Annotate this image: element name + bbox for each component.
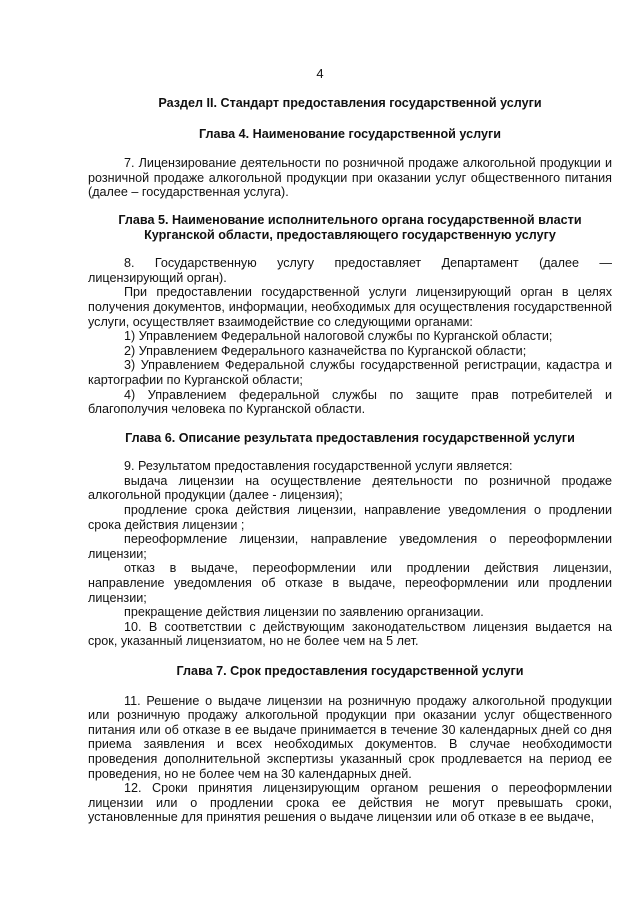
list-item-1: 1) Управлением Федеральной налоговой службы по Курганской области; bbox=[124, 329, 553, 344]
chapter-7-title: Глава 7. Срок предоставления государственной услуги bbox=[176, 664, 524, 678]
section-title: Раздел II. Стандарт предоставления государственной услуги bbox=[158, 96, 542, 110]
p8-word: 8. bbox=[124, 256, 135, 271]
chapter-4-title: Глава 4. Наименование государственной услуги bbox=[199, 126, 501, 141]
result-item-5: прекращение действия лицензии по заявлению организации. bbox=[124, 605, 484, 620]
result-item-3: переоформление лицензии, направление уведомления о переоформлении лицензии; bbox=[88, 532, 612, 561]
list-item-3: 3) Управлением Федеральной службы государственной регистрации, кадастра и картографии по Курганской области; bbox=[88, 358, 612, 387]
paragraph-interaction: При предоставлении государственной услуги лицензирующий орган в целях получения документов, информации, необходимых для осуществления государственной услуги, осуществляет взаимодействие со следующими органами: bbox=[88, 285, 612, 329]
page-content bbox=[88, 96, 612, 825]
p8-word: услугу bbox=[277, 256, 315, 271]
list-item-2: 2) Управлением Федерального казначейства по Курганской области; bbox=[124, 343, 527, 358]
list-item-4: 4) Управлением федеральной службы по защите прав потребителей и благополучия человека по Курганской области. bbox=[88, 387, 612, 417]
p8-word: — bbox=[599, 256, 612, 271]
paragraph-9: 9. Результатом предоставления государственной услуги является: bbox=[124, 459, 513, 474]
page-number: 4 bbox=[316, 66, 324, 81]
paragraph-11: 11. Решение о выдаче лицензии на розничную продажу алкогольной продукции или розничную продажу алкогольной продукции при оказании услуг общественного питания или об отказе в ее выдаче принимается в течение 30 календарных дней со дня приема заявления и всех необходимых документов. В случае необходимости проведения дополнительной экспертизы указанный срок продлевается на период ее проведения, но не более чем на 30 календарных дней. bbox=[88, 693, 612, 781]
p8-word: Департамент bbox=[441, 256, 519, 271]
chapter-5-title bbox=[88, 213, 612, 242]
chapter-5-title-line-1: Глава 5. Наименование исполнительного органа государственной власти bbox=[118, 212, 582, 227]
chapter-6-title: Глава 6. Описание результата предоставления государственной услуги bbox=[125, 430, 575, 445]
paragraph-10: 10. В соответствии с действующим законодательством лицензия выдается на срок, указанный лицензиатом, но не более чем на 5 лет. bbox=[88, 619, 612, 649]
result-item-1: выдача лицензии на осуществление деятельности по розничной продаже алкогольной продукции (далее - лицензия); bbox=[88, 473, 612, 503]
paragraph-8-line-1 bbox=[88, 256, 612, 271]
result-item-2: продление срока действия лицензии, направление уведомления о продлении срока действия лицензии ; bbox=[88, 503, 612, 532]
paragraph-8-continuation: лицензирующий орган). bbox=[88, 270, 227, 285]
chapter-5-title-line-2: Курганской области, предоставляющего государственную услугу bbox=[144, 227, 556, 242]
paragraph-7: 7. Лицензирование деятельности по розничной продаже алкогольной продукции и розничной продаже алкогольной продукции при оказании услуг общественного питания (далее – государственная услуга). bbox=[88, 156, 612, 200]
result-item-4: отказ в выдаче, переоформлении или продлении действия лицензии, направление уведомления об отказе в выдаче, переоформлении или продлении лицензии; bbox=[88, 561, 612, 605]
p8-word: (далее bbox=[539, 256, 579, 271]
p8-word: предоставляет bbox=[334, 256, 422, 271]
paragraph-12: 12. Сроки принятия лицензирующим органом решения о переоформлении лицензии или о продлении срока ее действия не могут превышать сроки, установленные для принятия решения о выдаче лицензии или об отказе в ее выдаче, bbox=[88, 781, 612, 825]
p8-word: Государственную bbox=[154, 256, 257, 271]
